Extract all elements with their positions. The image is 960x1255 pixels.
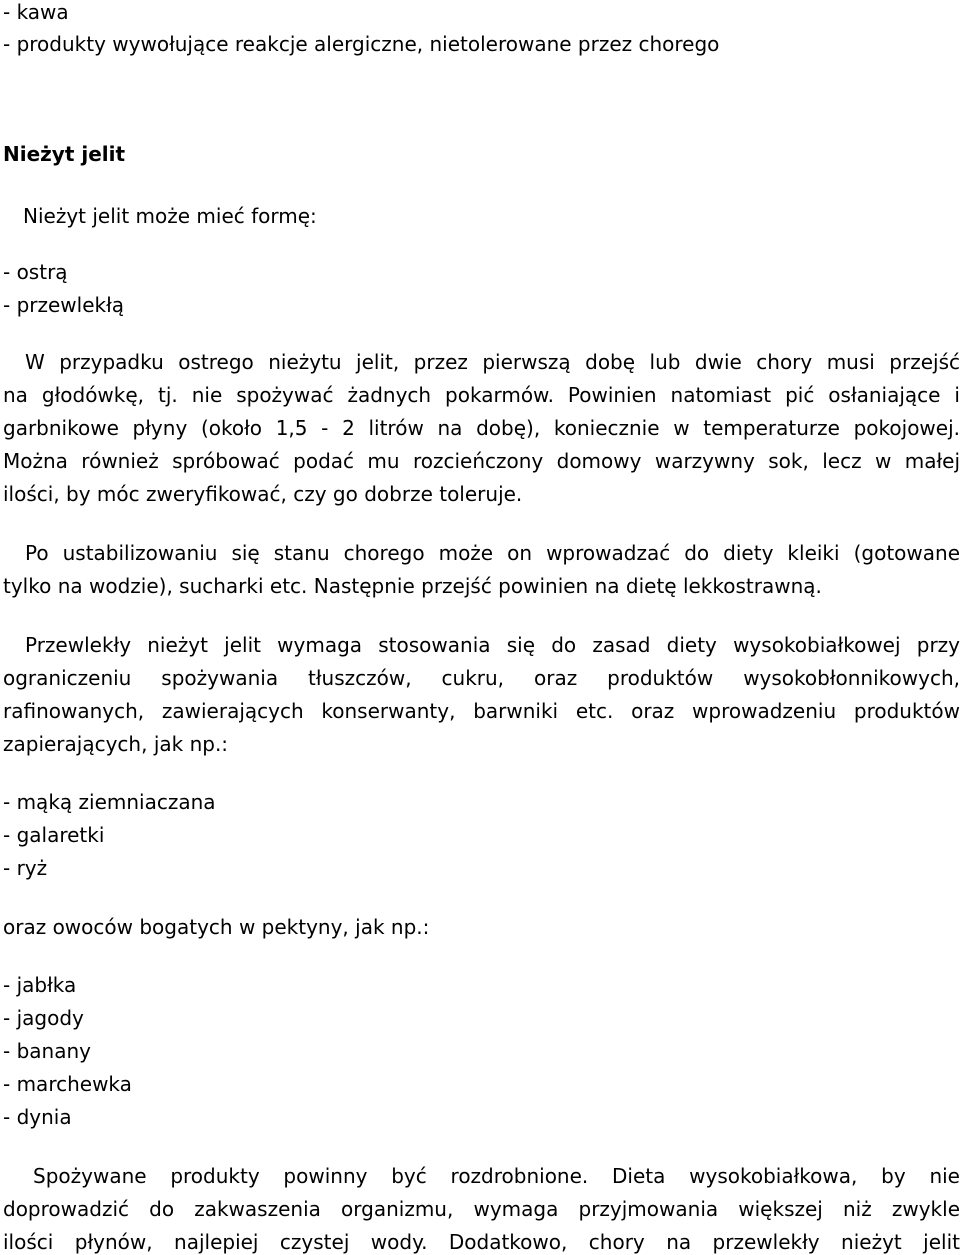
paragraph-line: zapierających, jak np.: (3, 732, 229, 756)
paragraph-line: doprowadzić do zakwaszenia organizmu, wymaga przyjmowania większej niż zwykle (3, 1197, 960, 1221)
list-item: - mąką ziemniaczana (3, 790, 216, 814)
list-item: - produkty wywołujące reakcje alergiczne, nietolerowane przez chorego (3, 32, 720, 56)
list-item: - przewlekłą (3, 293, 125, 317)
list-item: - ostrą (3, 260, 68, 284)
list-item: - kawa (3, 0, 69, 24)
list-item: - galaretki (3, 823, 105, 847)
section-title: Nieżyt jelit (3, 142, 126, 166)
list-item: - dynia (3, 1105, 72, 1129)
paragraph-line: Po ustabilizowaniu się stanu chorego może on wprowadzać do diety kleiki (gotowane (25, 541, 960, 565)
paragraph-line: Można również spróbować podać mu rozcieńczony domowy warzywny sok, lecz w małej (3, 449, 960, 473)
list-item: - jagody (3, 1006, 84, 1030)
pectin-intro: oraz owoców bogatych w pektyny, jak np.: (3, 915, 430, 939)
list-item: - ryż (3, 856, 48, 880)
paragraph-line: ograniczeniu spożywania tłuszczów, cukru, oraz produktów wysokobłonnikowych, (3, 666, 960, 690)
paragraph-line: ilości, by móc zweryfikować, czy go dobrze toleruje. (3, 482, 523, 506)
paragraph-line: na głodówkę, tj. nie spożywać żadnych pokarmów. Powinien natomiast pić osłaniające i (3, 383, 960, 407)
paragraph-line: tylko na wodzie), sucharki etc. Następnie przejść powinien na dietę lekkostrawną. (3, 574, 822, 598)
list-item: - jabłka (3, 973, 77, 997)
intro-text: Nieżyt jelit może mieć formę: (23, 204, 317, 228)
list-item: - banany (3, 1039, 91, 1063)
paragraph-line: W przypadku ostrego nieżytu jelit, przez pierwszą dobę lub dwie chory musi przejść (25, 350, 960, 374)
paragraph-line: Przewlekły nieżyt jelit wymaga stosowania się do zasad diety wysokobiałkowej przy (25, 633, 960, 657)
paragraph-line: ilości płynów, najlepiej czystej wody. Dodatkowo, chory na przewlekły nieżyt jelit (3, 1230, 960, 1254)
paragraph-line: rafinowanych, zawierających konserwanty, barwniki etc. oraz wprowadzeniu produktów (3, 699, 960, 723)
paragraph-line: garbnikowe płyny (około 1,5 - 2 litrów na dobę), koniecznie w temperaturze pokojowej. (3, 416, 960, 440)
list-item: - marchewka (3, 1072, 132, 1096)
paragraph-line: Spożywane produkty powinny być rozdrobnione. Dieta wysokobiałkowa, by nie (33, 1164, 960, 1188)
